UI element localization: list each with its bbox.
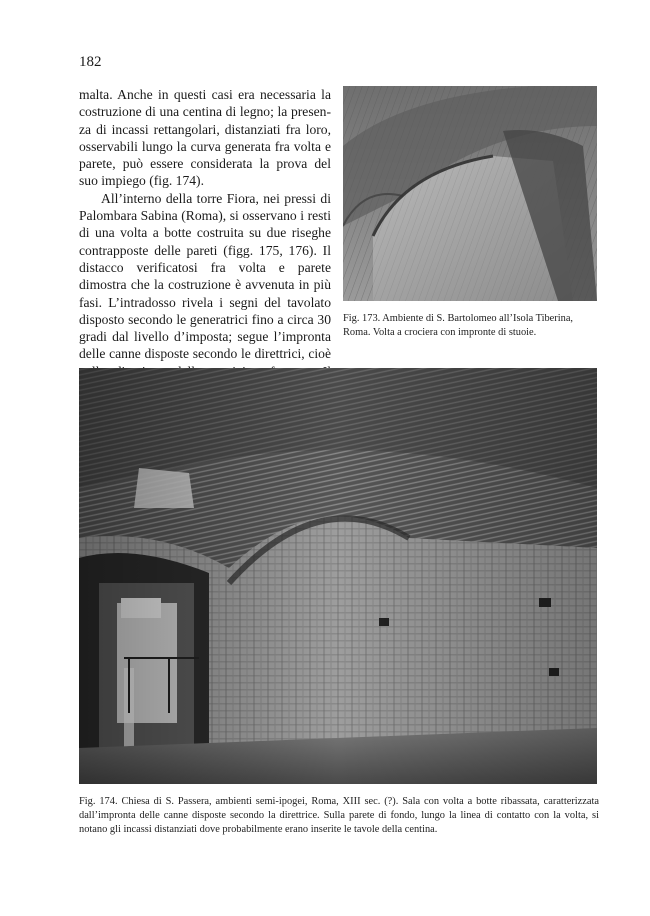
body-text-column [79, 86, 331, 397]
figure-173-photo [343, 86, 597, 301]
figure-174-caption: Fig. 174. Chiesa di S. Passera, ambienti semi-ipogei, Roma, XIII sec. (?). Sala con volta a botte ribassata, caratterizzata dall’impronta delle canne disposte secondo la direttrice. Sulla parete di fondo, lungo la linea di contatto con la volta, si notano gli incassi distanziati dove probabilmente erano inserite le tavole della centina. [79, 796, 599, 835]
body-paragraph: malta. Anche in questi casi era necessaria la costruzione di una centina di legno; la presenza di incassi rettangolari, distanziati fra loro, osservabili lungo la curva generata fra volta e parete, può essere considerata la prova del suo impiego (fig. 174). [79, 87, 331, 189]
body-paragraph: All’interno della torre Fiora, nei pressi di Palombara Sabina (Roma), si osservano i resti di una volta a botte costruita su due riseghe contrapposte delle pareti (figg. 175, 176). Il distacco verificatosi fra volta e parete dimostra che la costruzione è avvenuta in più fasi. L’intradosso rivela i segni del tavolato disposto secondo le generatrici fino a circa 30 gradi dal livello d’imposta; segue l’impronta delle canne disposte secondo le direttrici, cioè [79, 190, 331, 362]
figure-173-caption: Fig. 173. Ambiente di S. Bartolomeo all’Isola Tiberina, Roma. Volta a crociera con impronte di stuoie. [343, 313, 574, 338]
vault-photo-image [343, 86, 597, 301]
figure-174-photo [79, 368, 597, 784]
page-number: 182 [79, 54, 102, 70]
barrel-vault-photo-image [79, 368, 597, 784]
